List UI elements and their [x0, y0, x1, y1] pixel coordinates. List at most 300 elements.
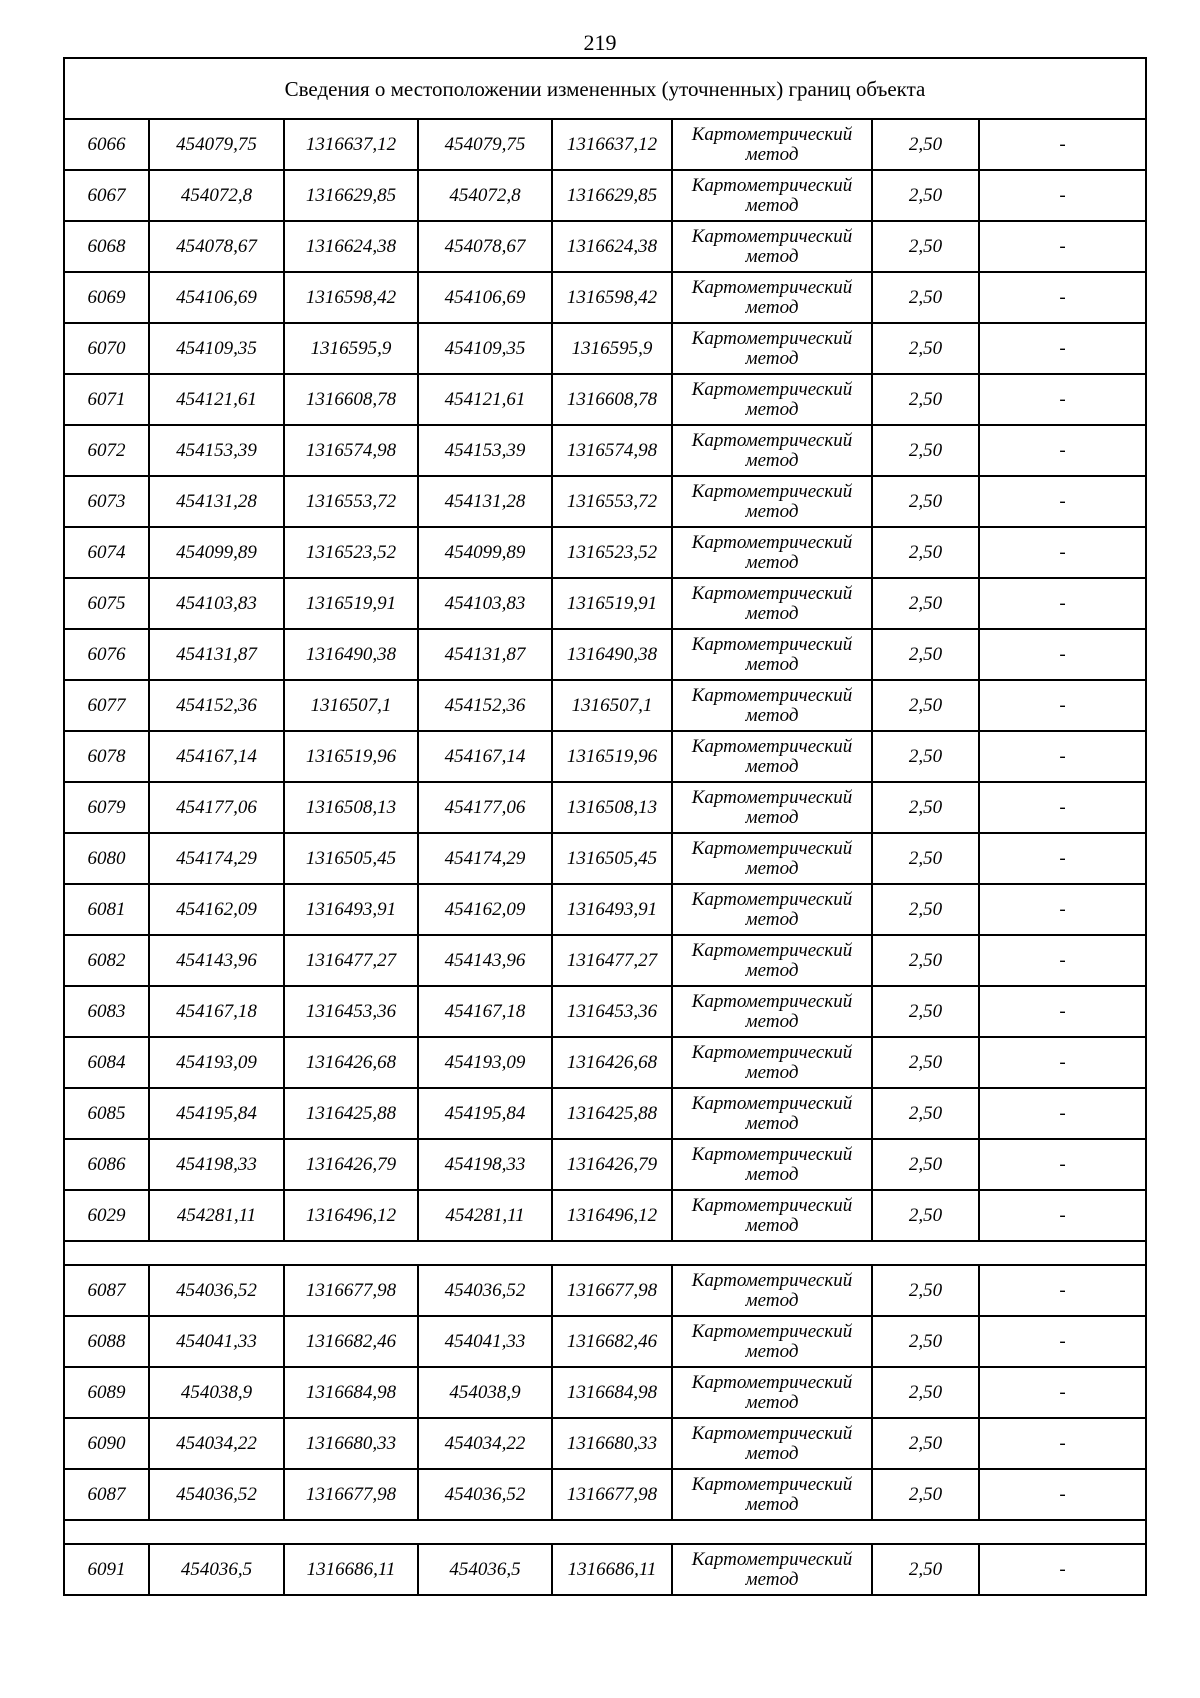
contour-separator-row: [64, 1520, 1146, 1544]
method-line-2: метод: [745, 245, 799, 267]
note-cell: -: [979, 1139, 1146, 1190]
note-cell: -: [979, 323, 1146, 374]
method-cell: [672, 323, 872, 374]
y-refined-cell: 1316477,27: [552, 935, 672, 986]
x-refined-cell: 454109,35: [418, 323, 552, 374]
accuracy-cell: 2,50: [872, 1469, 979, 1520]
method-line-2: метод: [745, 500, 799, 522]
method-cell: [672, 119, 872, 170]
x-existing-cell: 454036,52: [149, 1265, 284, 1316]
accuracy-cell: 2,50: [872, 1037, 979, 1088]
x-refined-cell: 454193,09: [418, 1037, 552, 1088]
method-line-1: Картометрический: [691, 939, 853, 961]
y-existing-cell: 1316508,13: [284, 782, 418, 833]
method-line-1: Картометрический: [691, 378, 853, 400]
point-number-cell: 6087: [64, 1265, 149, 1316]
accuracy-cell: 2,50: [872, 425, 979, 476]
x-existing-cell: 454079,75: [149, 119, 284, 170]
method-line-2: метод: [745, 1340, 799, 1362]
point-number-cell: 6069: [64, 272, 149, 323]
y-refined-cell: 1316637,12: [552, 119, 672, 170]
table-row: [64, 1544, 1146, 1595]
accuracy-cell: 2,50: [872, 1265, 979, 1316]
y-refined-cell: 1316523,52: [552, 527, 672, 578]
x-existing-cell: 454109,35: [149, 323, 284, 374]
y-existing-cell: 1316684,98: [284, 1367, 418, 1418]
accuracy-cell: 2,50: [872, 272, 979, 323]
note-cell: -: [979, 425, 1146, 476]
y-existing-cell: 1316496,12: [284, 1190, 418, 1241]
method-cell: [672, 1190, 872, 1241]
method-cell: [672, 1088, 872, 1139]
note-cell: -: [979, 1088, 1146, 1139]
note-cell: -: [979, 1544, 1146, 1595]
y-refined-cell: 1316598,42: [552, 272, 672, 323]
table-row: [64, 1088, 1146, 1139]
point-number-cell: 6089: [64, 1367, 149, 1418]
method-line-1: Картометрический: [691, 1320, 853, 1342]
contour-separator-cell: [64, 1520, 1146, 1544]
method-line-1: Картометрический: [691, 990, 853, 1012]
method-line-1: Картометрический: [691, 1548, 853, 1570]
y-existing-cell: 1316574,98: [284, 425, 418, 476]
table-title: Сведения о местоположении измененных (уточненных) границ объекта: [64, 58, 1146, 119]
y-existing-cell: 1316637,12: [284, 119, 418, 170]
method-line-2: метод: [745, 908, 799, 930]
table-row: [64, 1469, 1146, 1520]
method-cell: [672, 1367, 872, 1418]
method-line-2: метод: [745, 1061, 799, 1083]
accuracy-cell: 2,50: [872, 221, 979, 272]
point-number-cell: 6067: [64, 170, 149, 221]
x-existing-cell: 454177,06: [149, 782, 284, 833]
point-number-cell: 6084: [64, 1037, 149, 1088]
y-refined-cell: 1316680,33: [552, 1418, 672, 1469]
x-existing-cell: 454131,87: [149, 629, 284, 680]
x-existing-cell: 454167,18: [149, 986, 284, 1037]
method-cell: [672, 986, 872, 1037]
x-existing-cell: 454106,69: [149, 272, 284, 323]
method-line-2: метод: [745, 1568, 799, 1590]
x-existing-cell: 454041,33: [149, 1316, 284, 1367]
method-cell: [672, 272, 872, 323]
table-row: [64, 1037, 1146, 1088]
x-refined-cell: 454099,89: [418, 527, 552, 578]
x-existing-cell: 454167,14: [149, 731, 284, 782]
x-refined-cell: 454153,39: [418, 425, 552, 476]
point-number-cell: 6066: [64, 119, 149, 170]
table-row: [64, 374, 1146, 425]
note-cell: -: [979, 629, 1146, 680]
method-line-1: Картометрический: [691, 174, 853, 196]
accuracy-cell: 2,50: [872, 629, 979, 680]
method-line-2: метод: [745, 857, 799, 879]
x-refined-cell: 454174,29: [418, 833, 552, 884]
method-line-1: Картометрический: [691, 786, 853, 808]
y-refined-cell: 1316425,88: [552, 1088, 672, 1139]
y-existing-cell: 1316686,11: [284, 1544, 418, 1595]
table-title-row: [64, 58, 1146, 119]
table-row: [64, 833, 1146, 884]
point-number-cell: 6068: [64, 221, 149, 272]
accuracy-cell: 2,50: [872, 476, 979, 527]
y-existing-cell: 1316598,42: [284, 272, 418, 323]
method-line-2: метод: [745, 1112, 799, 1134]
table-row: [64, 1316, 1146, 1367]
table-row: [64, 680, 1146, 731]
method-line-2: метод: [745, 1289, 799, 1311]
note-cell: -: [979, 476, 1146, 527]
accuracy-cell: 2,50: [872, 527, 979, 578]
accuracy-cell: 2,50: [872, 833, 979, 884]
method-line-1: Картометрический: [691, 1473, 853, 1495]
table-row: [64, 1190, 1146, 1241]
method-cell: [672, 1469, 872, 1520]
method-line-2: метод: [745, 755, 799, 777]
method-line-1: Картометрический: [691, 1269, 853, 1291]
x-existing-cell: 454131,28: [149, 476, 284, 527]
accuracy-cell: 2,50: [872, 1544, 979, 1595]
y-refined-cell: 1316677,98: [552, 1469, 672, 1520]
table-row: [64, 119, 1146, 170]
x-existing-cell: 454038,9: [149, 1367, 284, 1418]
x-refined-cell: 454036,52: [418, 1265, 552, 1316]
point-number-cell: 6085: [64, 1088, 149, 1139]
table-row: [64, 884, 1146, 935]
y-refined-cell: 1316677,98: [552, 1265, 672, 1316]
y-existing-cell: 1316677,98: [284, 1265, 418, 1316]
method-cell: [672, 833, 872, 884]
note-cell: -: [979, 272, 1146, 323]
x-refined-cell: 454103,83: [418, 578, 552, 629]
x-refined-cell: 454079,75: [418, 119, 552, 170]
accuracy-cell: 2,50: [872, 1190, 979, 1241]
note-cell: -: [979, 527, 1146, 578]
method-cell: [672, 935, 872, 986]
x-refined-cell: 454036,52: [418, 1469, 552, 1520]
point-number-cell: 6083: [64, 986, 149, 1037]
accuracy-cell: 2,50: [872, 1088, 979, 1139]
accuracy-cell: 2,50: [872, 1418, 979, 1469]
note-cell: -: [979, 1316, 1146, 1367]
point-number-cell: 6091: [64, 1544, 149, 1595]
method-line-2: метод: [745, 959, 799, 981]
x-refined-cell: 454072,8: [418, 170, 552, 221]
note-cell: -: [979, 1265, 1146, 1316]
method-cell: [672, 1265, 872, 1316]
method-cell: [672, 527, 872, 578]
method-line-1: Картометрический: [691, 480, 853, 502]
x-existing-cell: 454036,5: [149, 1544, 284, 1595]
x-existing-cell: 454198,33: [149, 1139, 284, 1190]
contour-separator-row: [64, 1241, 1146, 1265]
y-existing-cell: 1316490,38: [284, 629, 418, 680]
method-cell: [672, 476, 872, 527]
y-existing-cell: 1316680,33: [284, 1418, 418, 1469]
point-number-cell: 6088: [64, 1316, 149, 1367]
y-refined-cell: 1316490,38: [552, 629, 672, 680]
y-existing-cell: 1316505,45: [284, 833, 418, 884]
table-row: [64, 629, 1146, 680]
method-cell: [672, 170, 872, 221]
coordinates-table: [63, 57, 1147, 1596]
point-number-cell: 6080: [64, 833, 149, 884]
method-line-1: Картометрический: [691, 1371, 853, 1393]
method-line-1: Картометрический: [691, 429, 853, 451]
method-cell: [672, 1139, 872, 1190]
table-row: [64, 1367, 1146, 1418]
method-cell: [672, 1544, 872, 1595]
method-line-2: метод: [745, 1442, 799, 1464]
method-line-2: метод: [745, 806, 799, 828]
method-line-1: Картометрический: [691, 633, 853, 655]
y-refined-cell: 1316686,11: [552, 1544, 672, 1595]
point-number-cell: 6077: [64, 680, 149, 731]
note-cell: -: [979, 1367, 1146, 1418]
method-line-2: метод: [745, 143, 799, 165]
y-refined-cell: 1316426,68: [552, 1037, 672, 1088]
x-refined-cell: 454041,33: [418, 1316, 552, 1367]
method-cell: [672, 374, 872, 425]
x-existing-cell: 454078,67: [149, 221, 284, 272]
method-line-2: метод: [745, 704, 799, 726]
x-refined-cell: 454195,84: [418, 1088, 552, 1139]
accuracy-cell: 2,50: [872, 578, 979, 629]
y-refined-cell: 1316553,72: [552, 476, 672, 527]
method-line-2: метод: [745, 1214, 799, 1236]
y-refined-cell: 1316595,9: [552, 323, 672, 374]
method-cell: [672, 782, 872, 833]
note-cell: -: [979, 221, 1146, 272]
method-cell: [672, 1037, 872, 1088]
y-existing-cell: 1316519,96: [284, 731, 418, 782]
x-existing-cell: 454036,52: [149, 1469, 284, 1520]
y-existing-cell: 1316595,9: [284, 323, 418, 374]
table-row: [64, 578, 1146, 629]
table-row: [64, 170, 1146, 221]
x-refined-cell: 454131,87: [418, 629, 552, 680]
method-line-1: Картометрический: [691, 888, 853, 910]
y-existing-cell: 1316523,52: [284, 527, 418, 578]
accuracy-cell: 2,50: [872, 782, 979, 833]
table-row: [64, 1418, 1146, 1469]
point-number-cell: 6073: [64, 476, 149, 527]
accuracy-cell: 2,50: [872, 170, 979, 221]
x-refined-cell: 454152,36: [418, 680, 552, 731]
x-existing-cell: 454281,11: [149, 1190, 284, 1241]
y-existing-cell: 1316426,68: [284, 1037, 418, 1088]
method-cell: [672, 425, 872, 476]
y-refined-cell: 1316574,98: [552, 425, 672, 476]
table-row: [64, 986, 1146, 1037]
table-row: [64, 476, 1146, 527]
note-cell: -: [979, 782, 1146, 833]
point-number-cell: 6087: [64, 1469, 149, 1520]
method-line-1: Картометрический: [691, 1143, 853, 1165]
note-cell: -: [979, 1037, 1146, 1088]
x-existing-cell: 454121,61: [149, 374, 284, 425]
y-refined-cell: 1316682,46: [552, 1316, 672, 1367]
method-line-2: метод: [745, 602, 799, 624]
method-cell: [672, 884, 872, 935]
y-refined-cell: 1316453,36: [552, 986, 672, 1037]
table-row: [64, 731, 1146, 782]
note-cell: -: [979, 1418, 1146, 1469]
method-line-2: метод: [745, 653, 799, 675]
method-line-2: метод: [745, 1010, 799, 1032]
x-existing-cell: 454153,39: [149, 425, 284, 476]
x-existing-cell: 454195,84: [149, 1088, 284, 1139]
accuracy-cell: 2,50: [872, 731, 979, 782]
method-line-1: Картометрический: [691, 837, 853, 859]
y-existing-cell: 1316608,78: [284, 374, 418, 425]
method-line-1: Картометрический: [691, 531, 853, 553]
table-row: [64, 935, 1146, 986]
x-refined-cell: 454162,09: [418, 884, 552, 935]
method-line-1: Картометрический: [691, 225, 853, 247]
accuracy-cell: 2,50: [872, 935, 979, 986]
y-refined-cell: 1316684,98: [552, 1367, 672, 1418]
method-line-1: Картометрический: [691, 1092, 853, 1114]
y-existing-cell: 1316677,98: [284, 1469, 418, 1520]
x-existing-cell: 454034,22: [149, 1418, 284, 1469]
note-cell: -: [979, 1469, 1146, 1520]
method-line-2: метод: [745, 449, 799, 471]
accuracy-cell: 2,50: [872, 884, 979, 935]
accuracy-cell: 2,50: [872, 680, 979, 731]
y-existing-cell: 1316553,72: [284, 476, 418, 527]
x-refined-cell: 454121,61: [418, 374, 552, 425]
method-line-2: метод: [745, 1391, 799, 1413]
note-cell: -: [979, 170, 1146, 221]
x-refined-cell: 454106,69: [418, 272, 552, 323]
x-existing-cell: 454072,8: [149, 170, 284, 221]
method-line-1: Картометрический: [691, 684, 853, 706]
y-existing-cell: 1316624,38: [284, 221, 418, 272]
y-refined-cell: 1316426,79: [552, 1139, 672, 1190]
point-number-cell: 6074: [64, 527, 149, 578]
table-row: [64, 1139, 1146, 1190]
point-number-cell: 6079: [64, 782, 149, 833]
x-refined-cell: 454036,5: [418, 1544, 552, 1595]
table-row: [64, 1265, 1146, 1316]
method-line-2: метод: [745, 194, 799, 216]
x-existing-cell: 454099,89: [149, 527, 284, 578]
contour-separator-cell: [64, 1241, 1146, 1265]
accuracy-cell: 2,50: [872, 323, 979, 374]
method-line-1: Картометрический: [691, 1422, 853, 1444]
note-cell: -: [979, 119, 1146, 170]
x-refined-cell: 454038,9: [418, 1367, 552, 1418]
y-refined-cell: 1316629,85: [552, 170, 672, 221]
x-existing-cell: 454174,29: [149, 833, 284, 884]
method-cell: [672, 221, 872, 272]
x-existing-cell: 454152,36: [149, 680, 284, 731]
y-refined-cell: 1316505,45: [552, 833, 672, 884]
note-cell: -: [979, 1190, 1146, 1241]
point-number-cell: 6076: [64, 629, 149, 680]
method-line-1: Картометрический: [691, 327, 853, 349]
x-refined-cell: 454167,14: [418, 731, 552, 782]
note-cell: -: [979, 731, 1146, 782]
y-refined-cell: 1316624,38: [552, 221, 672, 272]
x-refined-cell: 454143,96: [418, 935, 552, 986]
method-line-2: метод: [745, 1493, 799, 1515]
table-row: [64, 323, 1146, 374]
x-refined-cell: 454034,22: [418, 1418, 552, 1469]
y-existing-cell: 1316682,46: [284, 1316, 418, 1367]
point-number-cell: 6072: [64, 425, 149, 476]
table-row: [64, 782, 1146, 833]
method-line-1: Картометрический: [691, 276, 853, 298]
x-existing-cell: 454143,96: [149, 935, 284, 986]
accuracy-cell: 2,50: [872, 1367, 979, 1418]
x-refined-cell: 454177,06: [418, 782, 552, 833]
method-line-2: метод: [745, 347, 799, 369]
y-existing-cell: 1316426,79: [284, 1139, 418, 1190]
accuracy-cell: 2,50: [872, 986, 979, 1037]
y-existing-cell: 1316425,88: [284, 1088, 418, 1139]
x-existing-cell: 454103,83: [149, 578, 284, 629]
point-number-cell: 6086: [64, 1139, 149, 1190]
y-existing-cell: 1316507,1: [284, 680, 418, 731]
page-number: 219: [583, 30, 617, 55]
method-cell: [672, 1418, 872, 1469]
y-refined-cell: 1316519,96: [552, 731, 672, 782]
note-cell: -: [979, 374, 1146, 425]
method-line-1: Картометрический: [691, 1041, 853, 1063]
x-existing-cell: 454162,09: [149, 884, 284, 935]
note-cell: -: [979, 833, 1146, 884]
method-cell: [672, 1316, 872, 1367]
point-number-cell: 6029: [64, 1190, 149, 1241]
method-line-2: метод: [745, 551, 799, 573]
method-line-1: Картометрический: [691, 582, 853, 604]
y-refined-cell: 1316507,1: [552, 680, 672, 731]
note-cell: -: [979, 935, 1146, 986]
y-refined-cell: 1316608,78: [552, 374, 672, 425]
method-line-2: метод: [745, 1163, 799, 1185]
y-existing-cell: 1316519,91: [284, 578, 418, 629]
x-refined-cell: 454131,28: [418, 476, 552, 527]
accuracy-cell: 2,50: [872, 119, 979, 170]
point-number-cell: 6090: [64, 1418, 149, 1469]
x-refined-cell: 454281,11: [418, 1190, 552, 1241]
accuracy-cell: 2,50: [872, 1316, 979, 1367]
note-cell: -: [979, 884, 1146, 935]
method-cell: [672, 731, 872, 782]
method-line-1: Картометрический: [691, 123, 853, 145]
note-cell: -: [979, 680, 1146, 731]
method-line-2: метод: [745, 398, 799, 420]
x-existing-cell: 454193,09: [149, 1037, 284, 1088]
y-existing-cell: 1316453,36: [284, 986, 418, 1037]
y-existing-cell: 1316629,85: [284, 170, 418, 221]
method-line-2: метод: [745, 296, 799, 318]
point-number-cell: 6070: [64, 323, 149, 374]
x-refined-cell: 454078,67: [418, 221, 552, 272]
y-existing-cell: 1316493,91: [284, 884, 418, 935]
table-row: [64, 272, 1146, 323]
y-refined-cell: 1316496,12: [552, 1190, 672, 1241]
table-row: [64, 527, 1146, 578]
point-number-cell: 6082: [64, 935, 149, 986]
point-number-cell: 6075: [64, 578, 149, 629]
x-refined-cell: 454167,18: [418, 986, 552, 1037]
point-number-cell: 6078: [64, 731, 149, 782]
accuracy-cell: 2,50: [872, 1139, 979, 1190]
point-number-cell: 6081: [64, 884, 149, 935]
